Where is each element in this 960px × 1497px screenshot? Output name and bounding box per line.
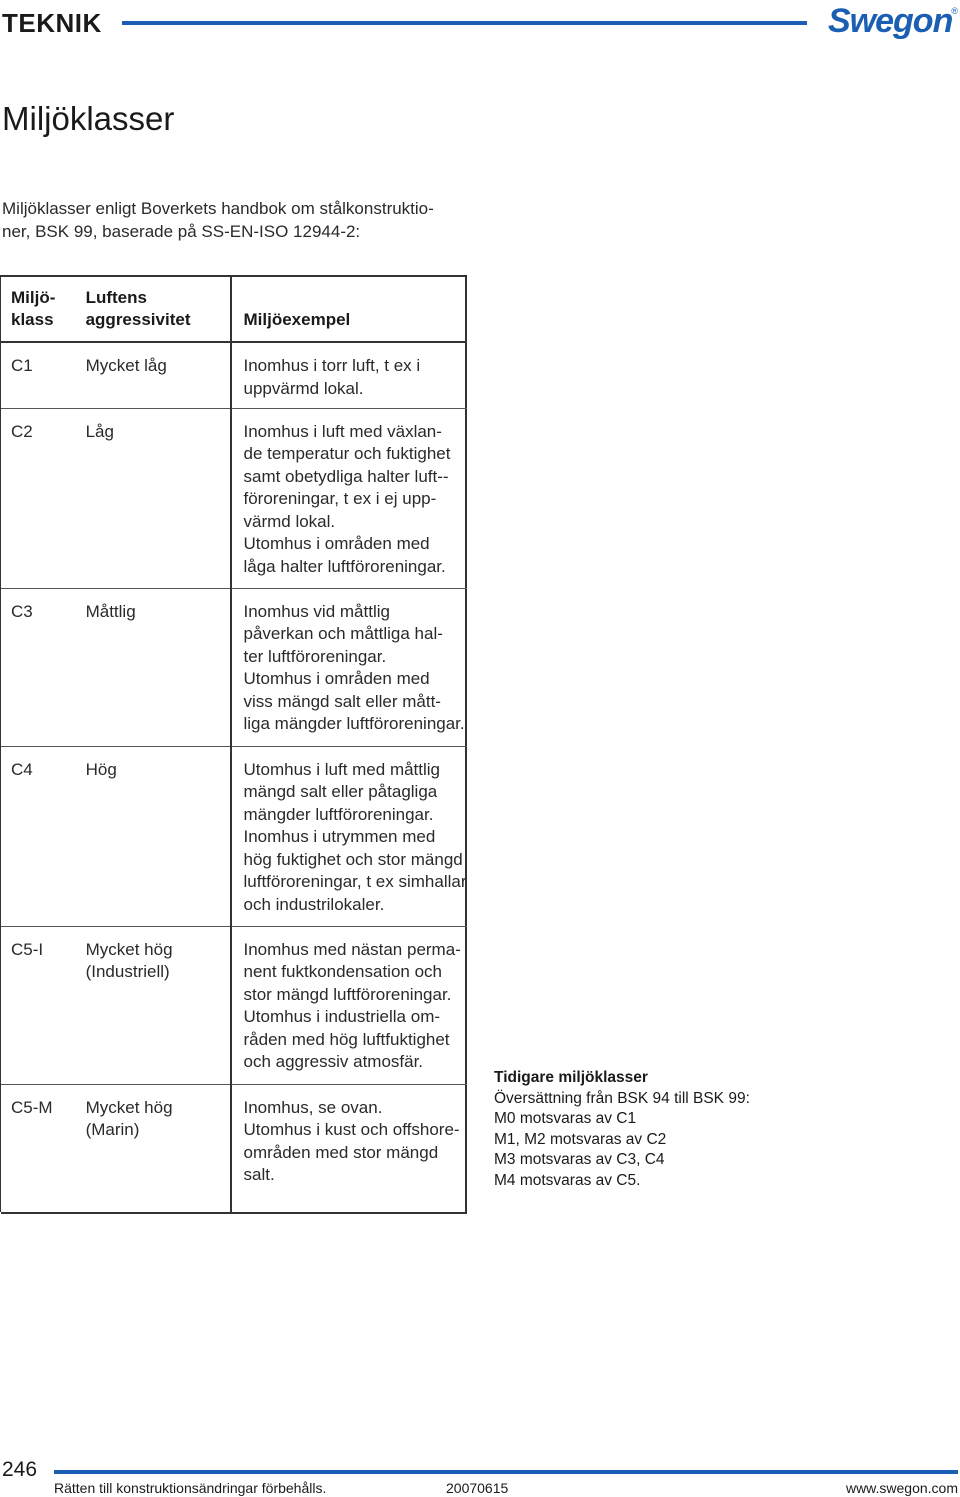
class-cell bbox=[1, 746, 86, 926]
aggressiveness-cell bbox=[86, 342, 231, 408]
swegon-logo bbox=[822, 2, 958, 46]
example-cell-line: de temperatur och fuktighet bbox=[243, 444, 451, 464]
page-title: Miljöklasser bbox=[2, 100, 175, 137]
intro-line: Miljöklasser enligt Boverkets handbok om stålkonstruktio- bbox=[2, 199, 434, 218]
note-line: M4 motsvaras av C5. bbox=[494, 1171, 641, 1189]
example-cell-line: Inomhus vid måttlig bbox=[243, 601, 390, 621]
example-cell-line: ter luftföroreningar. bbox=[243, 646, 387, 666]
class-cell bbox=[1, 588, 86, 746]
example-cell-line: Inomhus med nästan perma- bbox=[243, 939, 461, 959]
footer-url[interactable]: www.swegon.com bbox=[845, 1480, 958, 1496]
class-cell bbox=[1, 926, 86, 1084]
table-row bbox=[1, 926, 467, 1084]
class-cell-line: C5-I bbox=[11, 939, 44, 959]
example-cell bbox=[231, 408, 468, 588]
example-cell-line: Inomhus i utrymmen med bbox=[243, 827, 436, 847]
example-cell-line: Inomhus i torr luft, t ex i bbox=[243, 356, 421, 375]
example-cell-line: låga halter luftföroreningar. bbox=[243, 557, 446, 577]
example-cell bbox=[231, 926, 468, 1084]
example-cell-line: viss mängd salt eller mått- bbox=[243, 691, 441, 711]
table-row bbox=[1, 588, 467, 746]
note-line: M3 motsvaras av C3, C4 bbox=[494, 1151, 665, 1169]
aggressiveness-cell bbox=[86, 408, 231, 588]
intro-line: ner, BSK 99, baserade på SS-EN-ISO 12944-2: bbox=[2, 222, 361, 241]
class-cell-line: C3 bbox=[11, 601, 33, 621]
header-aggressiveness: Luftens aggressivitet bbox=[85, 288, 191, 329]
note-title: Tidigare miljöklasser bbox=[494, 1069, 648, 1086]
example-cell-line: Utomhus i områden med bbox=[243, 534, 430, 554]
class-cell bbox=[1, 342, 86, 408]
example-cell-line: stor mängd luftföroreningar. bbox=[243, 984, 452, 1004]
example-cell-line: föroreningar, t ex i ej upp- bbox=[243, 489, 437, 509]
aggressiveness-cell bbox=[86, 746, 231, 926]
example-cell bbox=[231, 746, 468, 926]
aggressiveness-cell-line: Mycket hög bbox=[85, 939, 173, 959]
example-cell-line: nent fuktkondensation och bbox=[243, 962, 442, 982]
table-row bbox=[1, 746, 467, 926]
table-row bbox=[1, 1084, 467, 1213]
example-cell-line: mängd salt eller påtagliga bbox=[243, 782, 438, 802]
header-example: Miljöexempel bbox=[231, 276, 468, 342]
aggressiveness-cell-line: Måttlig bbox=[85, 601, 136, 621]
note-line: M0 motsvaras av C1 bbox=[494, 1110, 637, 1128]
class-cell-line: C5-M bbox=[11, 1097, 53, 1117]
aggressiveness-cell-line: Mycket låg bbox=[85, 356, 167, 375]
aggressiveness-cell bbox=[86, 1084, 231, 1213]
example-cell-line: uppvärmd lokal. bbox=[243, 378, 364, 398]
header-class: Miljö- klass bbox=[11, 288, 56, 329]
example-cell-line: Utomhus i kust och offshore- bbox=[243, 1120, 460, 1140]
class-cell-line: C2 bbox=[11, 421, 33, 441]
aggressiveness-cell-line: (Industriell) bbox=[85, 962, 170, 982]
intro-text bbox=[2, 197, 472, 243]
table-row bbox=[1, 408, 467, 588]
previous-classes-note bbox=[494, 1068, 794, 1192]
page-number: 246 bbox=[2, 1458, 38, 1481]
class-cell-line: C4 bbox=[11, 759, 33, 779]
example-cell-line: hög fuktighet och stor mängd bbox=[243, 849, 463, 869]
example-cell bbox=[231, 588, 468, 746]
example-cell-line: värmd lokal. bbox=[243, 511, 336, 531]
class-cell bbox=[1, 408, 86, 588]
example-cell-line: liga mängder luftföroreningar. bbox=[243, 714, 465, 734]
example-cell-line: Inomhus, se ovan. bbox=[243, 1097, 383, 1117]
footer-rule bbox=[54, 1470, 958, 1474]
footer-disclaimer: Rätten till konstruktionsändringar förbehålls. bbox=[54, 1480, 327, 1496]
aggressiveness-cell-line: Mycket hög bbox=[85, 1097, 173, 1117]
example-cell-line: områden med stor mängd bbox=[243, 1142, 439, 1162]
environment-class-table bbox=[1, 275, 467, 1214]
example-cell-line: mängder luftföroreningar. bbox=[243, 804, 434, 824]
aggressiveness-cell bbox=[86, 588, 231, 746]
aggressiveness-cell bbox=[86, 926, 231, 1084]
class-cell-line: C1 bbox=[11, 356, 33, 375]
example-cell-line: påverkan och måttliga hal- bbox=[243, 624, 443, 644]
note-line: Översättning från BSK 94 till BSK 99: bbox=[494, 1089, 750, 1107]
example-cell-line: Inomhus i luft med växlan- bbox=[243, 421, 442, 441]
example-cell-line: Utomhus i industriella om- bbox=[243, 1007, 441, 1027]
logo-wordmark: Swegon bbox=[828, 2, 953, 40]
aggressiveness-cell-line: Hög bbox=[85, 759, 117, 779]
example-cell-line: och aggressiv atmosfär. bbox=[243, 1052, 424, 1072]
table-header-row bbox=[1, 276, 467, 342]
class-cell bbox=[1, 1084, 86, 1213]
example-cell bbox=[231, 1084, 468, 1213]
example-cell-line: luftföroreningar, t ex simhallar bbox=[243, 872, 467, 892]
example-cell-line: samt obetydliga halter luft-- bbox=[243, 466, 449, 486]
footer-date: 20070615 bbox=[446, 1480, 509, 1496]
example-cell-line: och industrilokaler. bbox=[243, 895, 385, 915]
example-cell-line: råden med hög luftfuktighet bbox=[243, 1029, 450, 1049]
example-cell-line: salt. bbox=[243, 1165, 275, 1185]
aggressiveness-cell-line: Låg bbox=[85, 421, 114, 441]
logo-registered-mark: ® bbox=[951, 6, 958, 16]
table-row bbox=[1, 342, 467, 408]
aggressiveness-cell-line: (Marin) bbox=[85, 1120, 140, 1140]
example-cell-line: Utomhus i områden med bbox=[243, 669, 430, 689]
header-rule bbox=[122, 21, 807, 25]
note-line: M1, M2 motsvaras av C2 bbox=[494, 1130, 667, 1148]
example-cell bbox=[231, 342, 468, 408]
section-title: TEKNIK bbox=[2, 8, 102, 38]
example-cell-line: Utomhus i luft med måttlig bbox=[243, 759, 441, 779]
